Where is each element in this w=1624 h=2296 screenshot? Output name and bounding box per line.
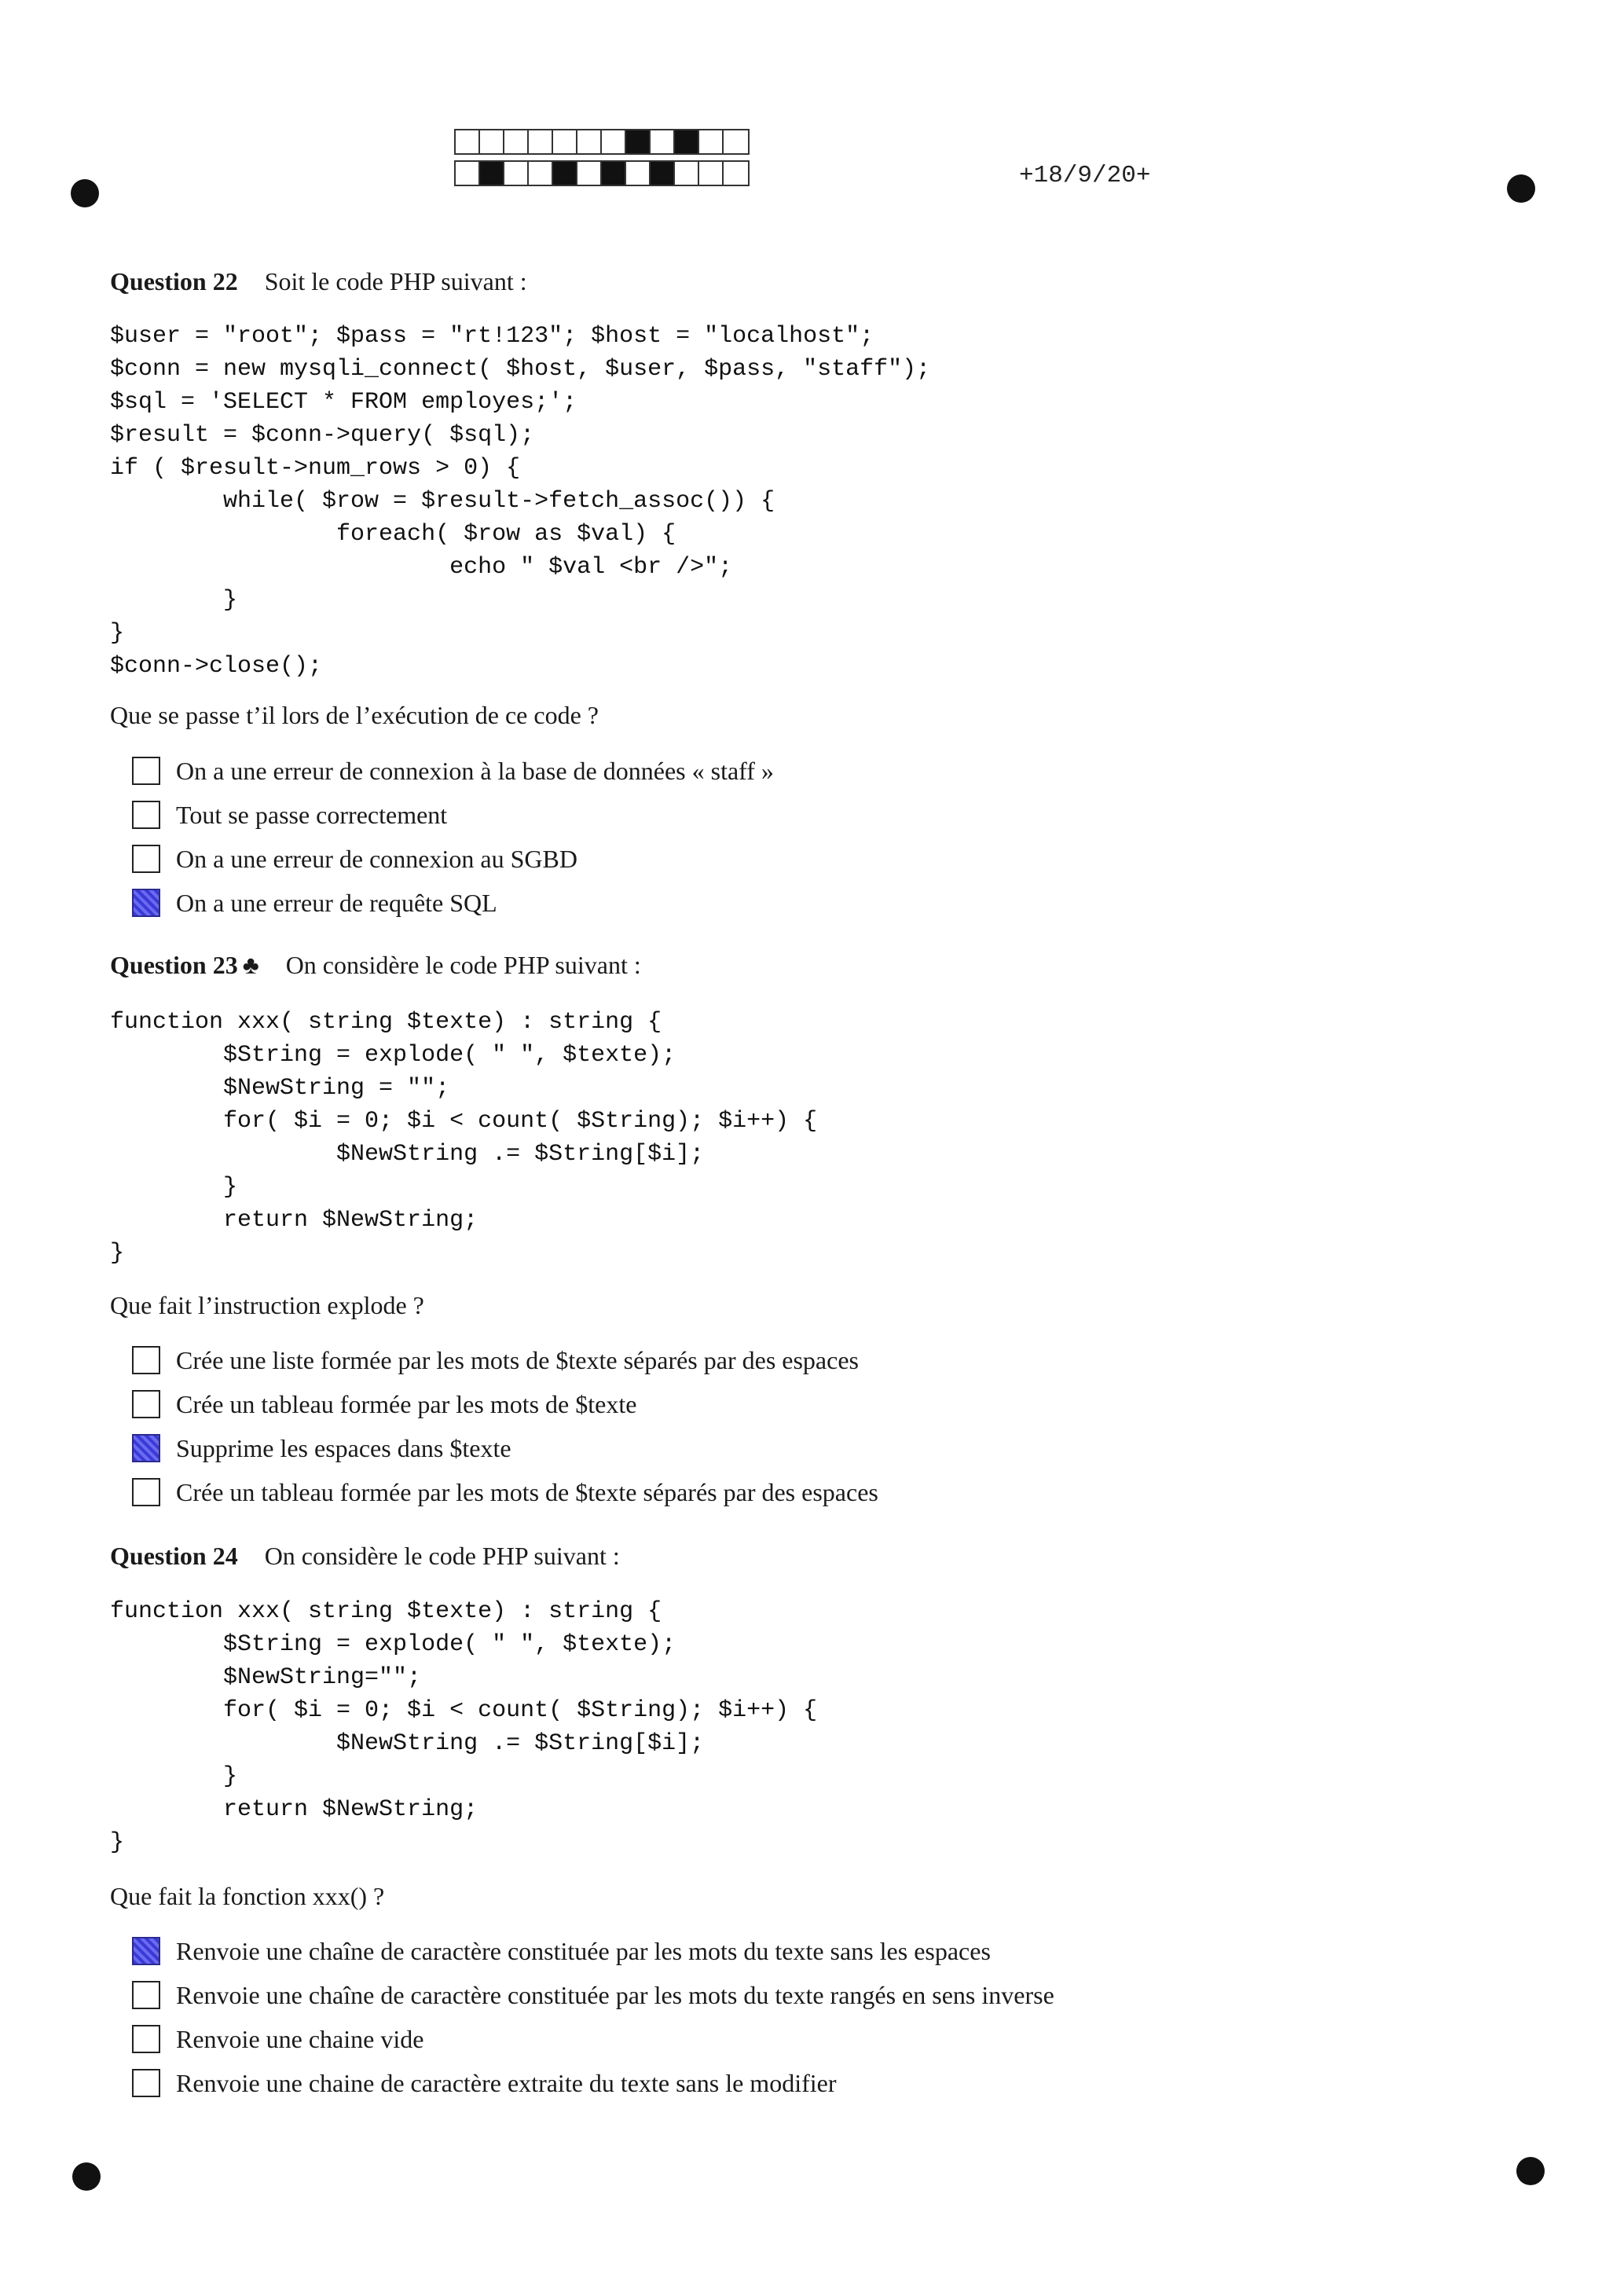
barcode-cell bbox=[651, 162, 675, 185]
barcode-cell bbox=[456, 162, 480, 185]
checkbox[interactable] bbox=[132, 1981, 160, 2009]
checkbox[interactable] bbox=[132, 1434, 160, 1462]
registration-dot-bottom-left bbox=[72, 2162, 101, 2191]
question-prompt: Que fait l’instruction explode ? bbox=[110, 1291, 424, 1319]
choice-label: On a une erreur de connexion à la base de données « staff » bbox=[176, 756, 774, 785]
page-code: +18/9/20+ bbox=[1019, 162, 1151, 189]
choice-label: Renvoie une chaîne de caractère constituée par les mots du texte sans les espaces bbox=[176, 1936, 991, 1965]
question-prompt: Que se passe t’il lors de l’exécution de ce code ? bbox=[110, 701, 599, 729]
barcode-cell bbox=[602, 130, 626, 153]
question-24-heading bbox=[110, 1542, 620, 1571]
choice-label: Crée un tableau formée par les mots de $texte bbox=[176, 1389, 637, 1418]
barcode-cell bbox=[504, 130, 529, 153]
barcode-cell bbox=[577, 162, 602, 185]
barcode-cell bbox=[626, 162, 651, 185]
answer-choice[interactable] bbox=[132, 1470, 878, 1514]
code-block: function xxx( string $texte) : string { $String = explode( " ", $texte); $NewString = ""; for( $i = 0; $i < count( $String); $i++) { $NewString .= $String[$i]; } return $NewString; } bbox=[110, 1009, 818, 1267]
choice-label: Crée un tableau formée par les mots de $texte séparés par des espaces bbox=[176, 1477, 878, 1506]
checkbox[interactable] bbox=[132, 1390, 160, 1418]
barcode-cell bbox=[626, 130, 651, 153]
answer-choice[interactable] bbox=[132, 793, 774, 837]
checkbox[interactable] bbox=[132, 1478, 160, 1506]
question-intro: On considère le code PHP suivant : bbox=[285, 951, 641, 979]
checkbox[interactable] bbox=[132, 801, 160, 829]
barcode-row-2 bbox=[454, 160, 750, 186]
barcode-cell bbox=[699, 130, 724, 153]
question-prompt: Que fait la fonction xxx() ? bbox=[110, 1882, 385, 1910]
barcode-cell bbox=[480, 162, 504, 185]
choice-label: Renvoie une chaine vide bbox=[176, 2024, 424, 2053]
question-number: Question 23 bbox=[110, 951, 238, 979]
question-number: Question 22 bbox=[110, 267, 238, 295]
answer-choice[interactable] bbox=[132, 1929, 1054, 1973]
answer-choice[interactable] bbox=[132, 1426, 878, 1470]
choice-label: On a une erreur de connexion au SGBD bbox=[176, 844, 577, 873]
barcode-cell bbox=[456, 130, 480, 153]
choice-label: On a une erreur de requête SQL bbox=[176, 888, 497, 917]
question-intro: On considère le code PHP suivant : bbox=[264, 1542, 620, 1570]
answer-choice[interactable] bbox=[132, 749, 774, 793]
answer-choice[interactable] bbox=[132, 881, 774, 925]
barcode-cell bbox=[675, 130, 699, 153]
barcode-cell bbox=[480, 130, 504, 153]
registration-dot-bottom-right bbox=[1516, 2157, 1545, 2185]
checkbox[interactable] bbox=[132, 2025, 160, 2053]
registration-dot-top-right bbox=[1507, 174, 1535, 203]
answer-choice[interactable] bbox=[132, 1338, 878, 1382]
question-number: Question 24 bbox=[110, 1542, 238, 1570]
choice-label: Renvoie une chaîne de caractère constituée par les mots du texte rangés en sens inverse bbox=[176, 1980, 1054, 2009]
barcode-cell bbox=[724, 162, 748, 185]
choice-label: Tout se passe correctement bbox=[176, 800, 448, 829]
answer-choice[interactable] bbox=[132, 2061, 1054, 2105]
choice-label: Renvoie une chaine de caractère extraite du texte sans le modifier bbox=[176, 2068, 837, 2097]
answer-choices bbox=[132, 1338, 878, 1514]
answer-choice[interactable] bbox=[132, 1973, 1054, 2017]
barcode-cell bbox=[577, 130, 602, 153]
question-22-heading bbox=[110, 267, 527, 296]
barcode-cell bbox=[553, 130, 577, 153]
checkbox[interactable] bbox=[132, 757, 160, 785]
club-icon: ♣ bbox=[242, 951, 259, 979]
checkbox[interactable] bbox=[132, 889, 160, 917]
barcode-cell bbox=[651, 130, 675, 153]
checkbox[interactable] bbox=[132, 1937, 160, 1965]
choice-label: Crée une liste formée par les mots de $texte séparés par des espaces bbox=[176, 1345, 859, 1374]
code-block: function xxx( string $texte) : string { $String = explode( " ", $texte); $NewString=""; for( $i = 0; $i < count( $String); $i++) { $NewString .= $String[$i]; } return $NewString; } bbox=[110, 1598, 818, 1856]
answer-choices bbox=[132, 1929, 1054, 2105]
answer-choices bbox=[132, 749, 774, 925]
question-23-heading bbox=[110, 951, 641, 980]
question-intro: Soit le code PHP suivant : bbox=[264, 267, 527, 295]
answer-choice[interactable] bbox=[132, 837, 774, 881]
barcode-cell bbox=[675, 162, 699, 185]
checkbox[interactable] bbox=[132, 845, 160, 873]
barcode-cell bbox=[529, 130, 553, 153]
code-block: $user = "root"; $pass = "rt!123"; $host = "localhost"; $conn = new mysqli_connect( $host, $user, $pass, "staff"); $sql = 'SELECT * FROM employes;'; $result = $conn->query( $sql); if ( $result->num_rows > 0) { while( $row = $result->fetch_assoc()) { foreach( $row as $val) { echo " $val <br />"; } } $conn->close(); bbox=[110, 323, 931, 680]
answer-choice[interactable] bbox=[132, 2017, 1054, 2061]
barcode-row-1 bbox=[454, 129, 750, 155]
checkbox[interactable] bbox=[132, 2069, 160, 2097]
barcode-cell bbox=[529, 162, 553, 185]
registration-dot-top-left bbox=[71, 179, 99, 207]
answer-choice[interactable] bbox=[132, 1382, 878, 1426]
checkbox[interactable] bbox=[132, 1346, 160, 1374]
barcode-cell bbox=[553, 162, 577, 185]
barcode-cell bbox=[724, 130, 748, 153]
barcode-cell bbox=[504, 162, 529, 185]
barcode-cell bbox=[602, 162, 626, 185]
choice-label: Supprime les espaces dans $texte bbox=[176, 1433, 511, 1462]
barcode-cell bbox=[699, 162, 724, 185]
